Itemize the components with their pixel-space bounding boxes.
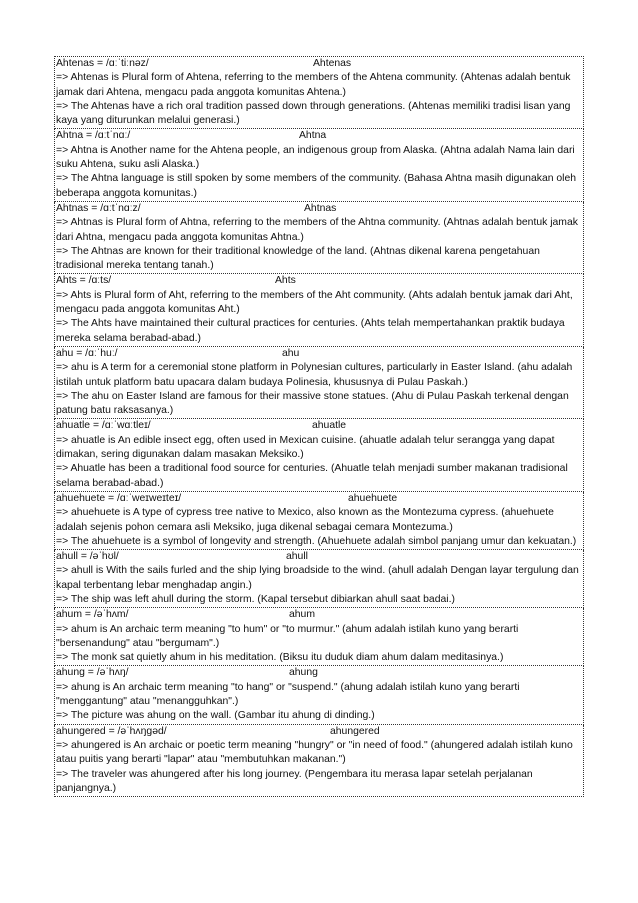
entry-header xyxy=(56,129,583,143)
example: => Ahuatle has been a traditional food source for centuries. (Ahuatle telah menjadi sumber makanan tradisional selama berabad-abad.) xyxy=(56,463,568,489)
definition: => Ahtnas is Plural form of Ahtna, referring to the members of the Ahtna community. (Ahtnas adalah bentuk jamak dari Ahtna, mengacu pada anggota komunitas Ahtna.) xyxy=(56,217,578,243)
headword: ahull xyxy=(286,551,308,563)
pronunciation: ahungered = /əˈhʌŋɡəd/ xyxy=(56,725,167,737)
example: => The ahuehuete is a symbol of longevity and strength. (Ahuehuete adalah simbol panjang umur dan kekuatan.) xyxy=(56,535,577,547)
pronunciation: ahum = /əˈhʌm/ xyxy=(56,609,129,621)
headword: ahung xyxy=(289,667,318,679)
dictionary-entry xyxy=(54,56,584,129)
headword: Ahtna xyxy=(299,130,327,142)
pronunciation: Ahtnas = /ɑːtˈnɑːz/ xyxy=(56,202,141,214)
entry-header xyxy=(56,492,583,506)
entry-header xyxy=(56,57,583,71)
dictionary-entry xyxy=(54,608,584,666)
headword: ahum xyxy=(289,609,315,621)
pronunciation: ahuehuete = /ɑːˈweɪweɪteɪ/ xyxy=(56,492,182,504)
definition: => ahull is With the sails furled and the ship lying broadside to the wind. (ahull adalah Dengan layar tergulung dan kapal terbentang lebar menghadap angin.) xyxy=(56,565,579,591)
example: => The ship was left ahull during the storm. (Kapal tersebut dibiarkan ahull saat badai.) xyxy=(56,593,455,605)
dictionary-entry xyxy=(54,419,584,491)
pronunciation: ahu = /ɑːˈhuː/ xyxy=(56,347,118,359)
pronunciation: Ahtna = /ɑːtˈnɑː/ xyxy=(56,130,131,142)
headword: Ahtenas xyxy=(313,58,352,69)
headword: ahuehuete xyxy=(348,492,398,504)
example: => The Ahts have maintained their cultural practices for centuries. (Ahts telah mempertahankan praktik budaya mereka selama berabad-abad.) xyxy=(56,318,565,344)
entry-header xyxy=(56,274,583,288)
dictionary-entry xyxy=(54,550,584,608)
entry-header xyxy=(56,347,583,361)
headword: ahu xyxy=(282,347,300,359)
dictionary-entry xyxy=(54,725,584,797)
dictionary-page xyxy=(54,56,584,797)
pronunciation: ahung = /əˈhʌŋ/ xyxy=(56,667,129,679)
definition: => Ahtenas is Plural form of Ahtena, referring to the members of the Ahtena community. (Ahtenas adalah bentuk jamak dari Ahtena, mengacu pada anggota komunitas Ahtena.) xyxy=(56,72,571,98)
definition: => ahungered is An archaic or poetic term meaning "hungry" or "in need of food." (ahungered adalah istilah kuno atau puitis yang berarti "lapar" atau "membutuhkan makanan.") xyxy=(56,739,573,766)
example: => The Ahtna language is still spoken by some members of the community. (Bahasa Ahtna masih digunakan oleh beberapa anggota komunitas.) xyxy=(56,173,577,199)
headword: Ahtnas xyxy=(304,202,337,214)
example: => The Ahtnas are known for their traditional knowledge of the land. (Ahtnas dikenal karena pengetahuan tradisional mereka tentang tanah.) xyxy=(56,245,540,272)
entry-header xyxy=(56,202,583,216)
definition: => ahu is A term for a ceremonial stone platform in Polynesian cultures, particularly in Easter Island. (ahu adalah istilah untuk platform batu upacara dalam budaya Polinesia, khususnya di Pulau Paskah.) xyxy=(56,362,573,388)
dictionary-entry xyxy=(54,347,584,419)
definition: => ahuatle is An edible insect egg, often used in Mexican cuisine. (ahuatle adalah telur serangga yang dapat dimakan, sering digunakan dalam masakan Meksiko.) xyxy=(56,434,555,461)
definition: => ahuehuete is A type of cypress tree native to Mexico, also known as the Montezuma cypress. (ahuehuete adalah sejenis pohon cemara asli Meksiko, juga dikenal sebagai cemara Montezuma.) xyxy=(56,507,554,533)
entry-header xyxy=(56,725,583,739)
pronunciation: ahuatle = /ɑːˈwɑːtleɪ/ xyxy=(56,420,151,432)
example: => The ahu on Easter Island are famous for their massive stone statues. (Ahu di Pulau Paskah terkenal dengan patung batu raksasanya.) xyxy=(56,390,569,417)
dictionary-entry xyxy=(54,129,584,201)
headword: ahuatle xyxy=(312,420,347,432)
entry-header xyxy=(56,666,583,680)
headword: ahungered xyxy=(330,725,380,737)
dictionary-entry xyxy=(54,274,584,346)
example: => The monk sat quietly ahum in his meditation. (Biksu itu duduk diam ahum dalam meditasinya.) xyxy=(56,652,504,664)
definition: => ahung is An archaic term meaning "to hang" or "suspend." (ahung adalah istilah kuno yang berarti "menggantung" atau "menangguhkan".) xyxy=(56,681,520,708)
pronunciation: Ahtenas = /ɑːˈtiːnəz/ xyxy=(56,58,149,69)
example: => The Ahtenas have a rich oral tradition passed down through generations. (Ahtenas memiliki tradisi lisan yang kaya yang diturunkan melalui generasi.) xyxy=(56,100,571,127)
definition: => Ahts is Plural form of Aht, referring to the members of the Aht community. (Ahts adalah bentuk jamak dari Aht, mengacu pada anggota komunitas Aht.) xyxy=(56,289,573,316)
example: => The traveler was ahungered after his long journey. (Pengembara itu merasa lapar setelah perjalanan panjangnya.) xyxy=(56,768,533,794)
dictionary-entry xyxy=(54,202,584,274)
headword: Ahts xyxy=(275,275,296,287)
dictionary-entry xyxy=(54,666,584,724)
pronunciation: ahull = /əˈhʊl/ xyxy=(56,551,119,563)
definition: => ahum is An archaic term meaning "to hum" or "to murmur." (ahum adalah istilah kuno yang berarti "bersenandung" atau "bergumam".) xyxy=(56,623,519,649)
entry-header xyxy=(56,608,583,622)
entry-header xyxy=(56,550,583,564)
definition: => Ahtna is Another name for the Ahtena people, an indigenous group from Alaska. (Ahtna adalah Nama lain dari suku Ahtena, suku asli Alaska.) xyxy=(56,144,575,171)
pronunciation: Ahts = /ɑːts/ xyxy=(56,275,112,287)
entry-header xyxy=(56,419,583,433)
example: => The picture was ahung on the wall. (Gambar itu ahung di dinding.) xyxy=(56,710,375,722)
dictionary-entry xyxy=(54,492,584,550)
